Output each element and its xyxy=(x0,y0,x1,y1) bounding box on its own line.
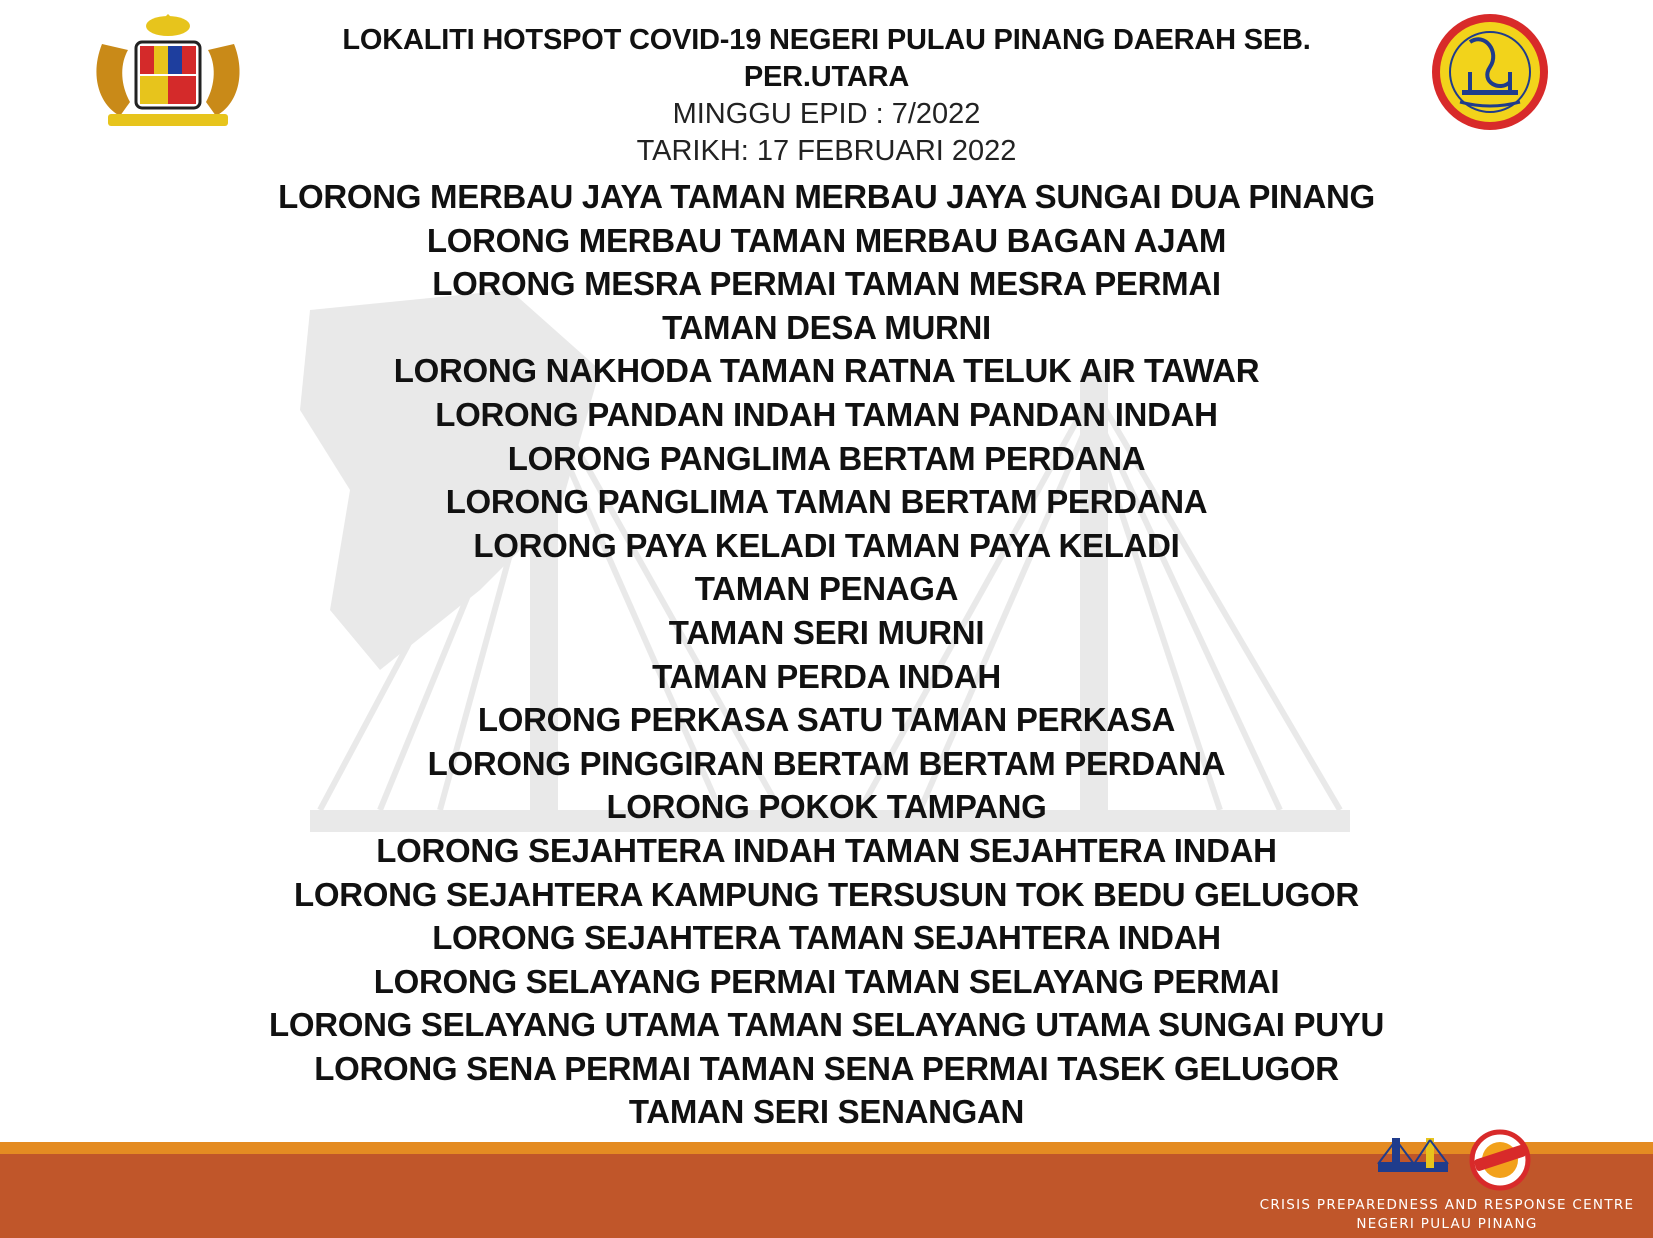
report-date: TARIKH: 17 FEBRUARI 2022 xyxy=(636,135,1017,167)
list-item: LORONG PINGGIRAN BERTAM BERTAM PERDANA xyxy=(427,744,1226,782)
list-item: LORONG MERBAU JAYA TAMAN MERBAU JAYA SUNGAI DUA PINANG xyxy=(278,178,1375,215)
list-item: LORONG PAYA KELADI TAMAN PAYA KELADI xyxy=(473,526,1180,564)
list-item: LORONG SEJAHTERA INDAH TAMAN SEJAHTERA INDAH xyxy=(376,831,1277,869)
penang-health-department-seal-icon xyxy=(1430,12,1550,132)
list-item: LORONG MERBAU TAMAN MERBAU BAGAN AJAM xyxy=(426,221,1227,259)
list-item: LORONG POKOK TAMPANG xyxy=(606,788,1047,826)
title-line-2: PER.UTARA xyxy=(743,61,910,93)
list-item: LORONG SEJAHTERA TAMAN SEJAHTERA INDAH xyxy=(432,919,1221,957)
list-item: LORONG SELAYANG PERMAI TAMAN SELAYANG PERMAI xyxy=(373,962,1280,1000)
locality-list xyxy=(150,175,1503,1134)
list-item: LORONG PERKASA SATU TAMAN PERKASA xyxy=(477,701,1176,739)
list-item: LORONG PANGLIMA BERTAM PERDANA xyxy=(507,439,1146,477)
title-line-1: LOKALITI HOTSPOT COVID-19 NEGERI PULAU PINANG DAERAH SEB. xyxy=(342,24,1311,56)
list-item: LORONG NAKHODA TAMAN RATNA TELUK AIR TAWAR xyxy=(393,352,1260,390)
epid-week: MINGGU EPID : 7/2022 xyxy=(672,98,981,130)
list-item: LORONG SEJAHTERA KAMPUNG TERSUSUN TOK BEDU GELUGOR xyxy=(294,875,1359,913)
list-item: LORONG PANDAN INDAH TAMAN PANDAN INDAH xyxy=(435,395,1218,433)
list-item: LORONG SENA PERMAI TAMAN SENA PERMAI TASEK GELUGOR xyxy=(314,1049,1339,1087)
malaysia-coat-of-arms-icon xyxy=(90,14,246,134)
cprc-and-penang-covid-logos-icon xyxy=(1370,1128,1540,1198)
list-item: LORONG PANGLIMA TAMAN BERTAM PERDANA xyxy=(445,483,1208,521)
list-item: TAMAN SERI MURNI xyxy=(668,613,985,651)
list-item: LORONG SELAYANG UTAMA TAMAN SELAYANG UTAMA SUNGAI PUYU xyxy=(268,1006,1385,1044)
list-item: LORONG MESRA PERMAI TAMAN MESRA PERMAI xyxy=(432,265,1221,303)
document-header xyxy=(250,22,1403,170)
list-item: TAMAN PERDA INDAH xyxy=(652,657,1001,695)
list-item: TAMAN SERI SENANGAN xyxy=(628,1093,1025,1131)
list-item: TAMAN PENAGA xyxy=(694,570,959,608)
list-item: TAMAN DESA MURNI xyxy=(662,308,991,346)
footer-org-line-2: NEGERI PULAU PINANG xyxy=(1356,1216,1538,1232)
footer-organization xyxy=(1257,1196,1637,1234)
footer-org-line-1: CRISIS PREPAREDNESS AND RESPONSE CENTRE xyxy=(1259,1197,1635,1213)
